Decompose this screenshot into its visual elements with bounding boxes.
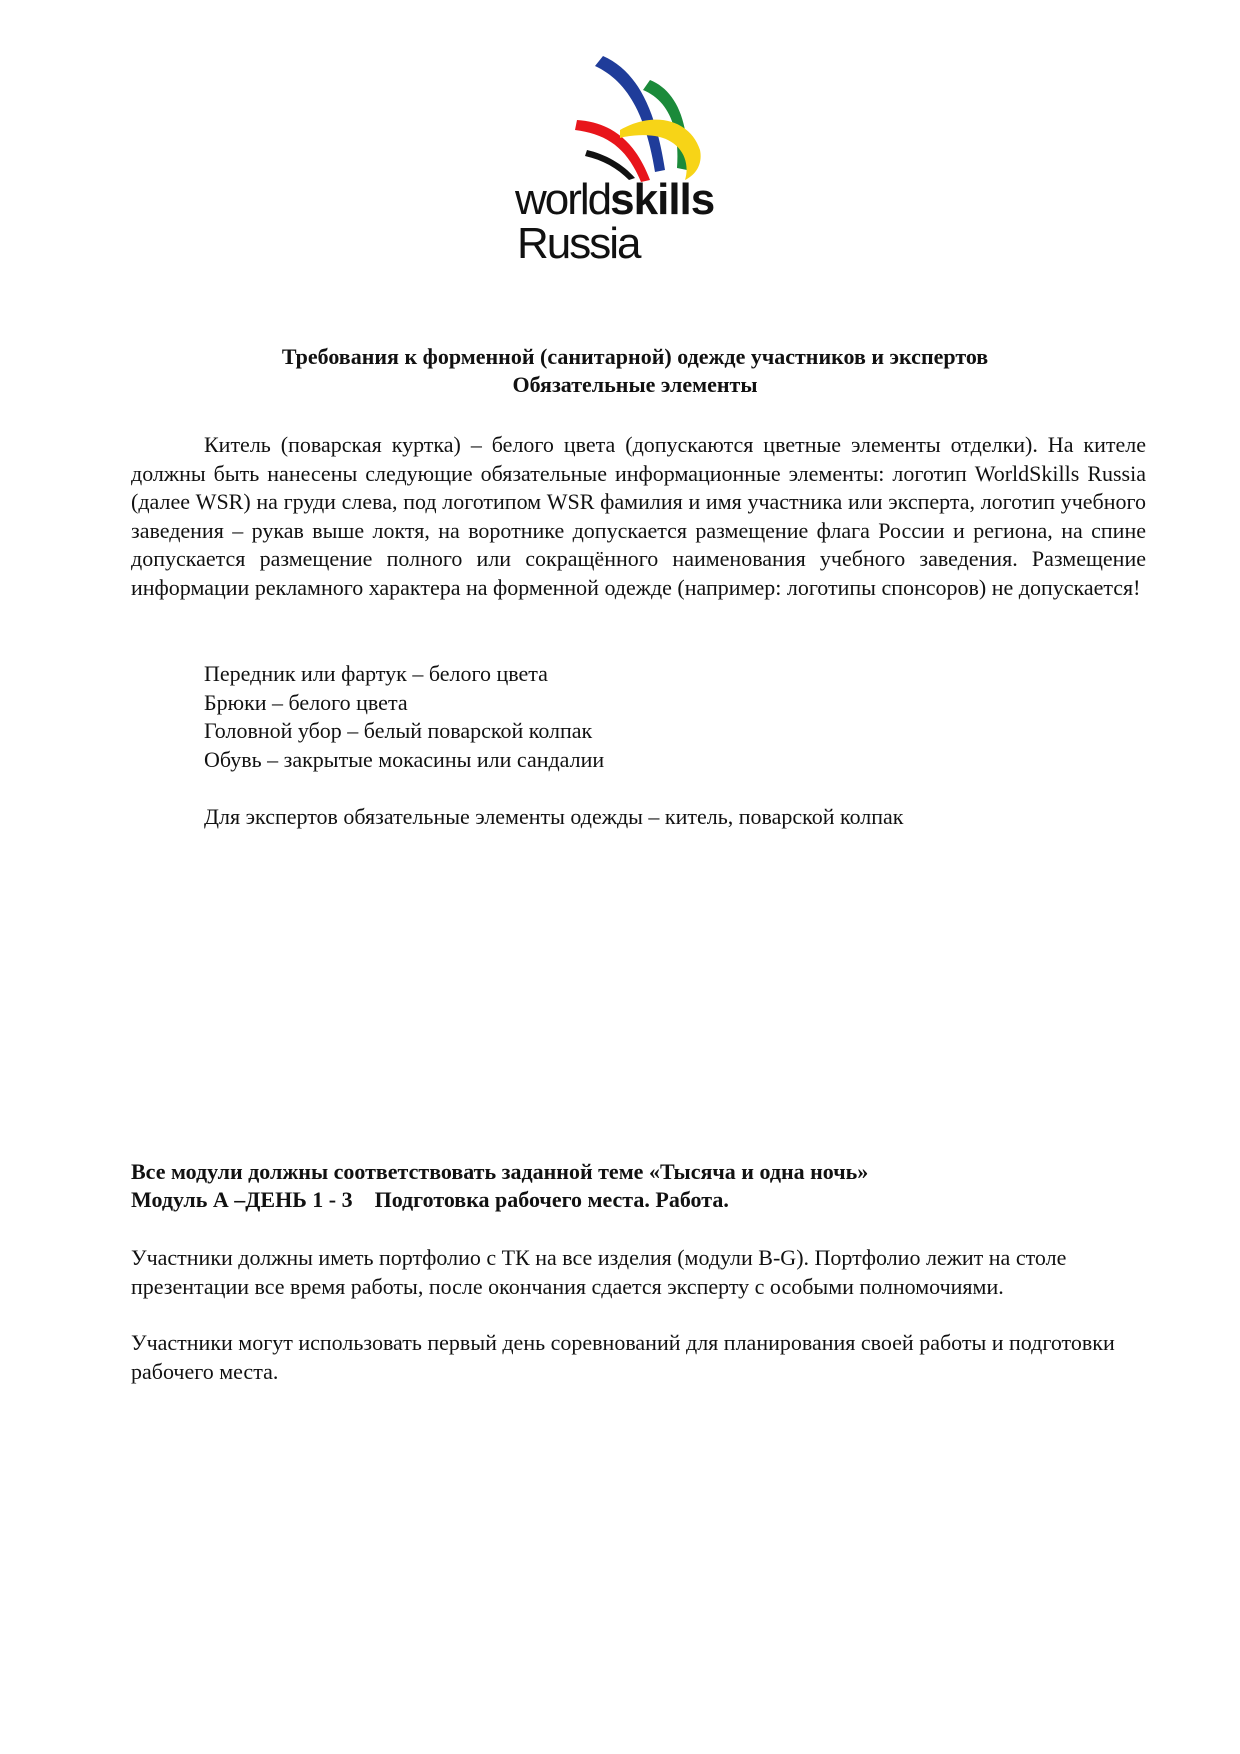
theme-heading: Все модули должны соответствовать заданной теме «Тысяча и одна ночь» [131, 1159, 869, 1184]
logo-russia-text: Russia [517, 219, 640, 268]
experts-note [204, 803, 904, 832]
jacket-requirements-paragraph [131, 431, 1146, 602]
uniform-item: Брюки – белого цвета [204, 689, 408, 715]
requirements-title: Требования к форменной (санитарной) одежде участников и экспертов [281, 344, 989, 369]
worldskills-russia-logo [515, 50, 775, 270]
required-elements-subtitle: Обязательные элементы [512, 372, 758, 397]
planning-paragraph: Участники могут использовать первый день соревнований для планирования своей работы и подготовки рабочего места. [131, 1330, 1115, 1384]
jacket-paragraph-text: Китель (поварская куртка) – белого цвета (допускаются цветные элементы отделки). На кителе должны быть нанесены следующие обязательные информационные элементы: логотип WorldSkills Russia (далее WSR) на груди слева, под логотипом WSR фамилия и имя участника или эксперта, логотип учебного заведения – рукав выше локтя, на воротнике допускается размещение флага России и региона, на спине допускается размещение полного или сокращённого наименования учебного заведения. Размещение информации рекламного характера на форменной одежде (например: логотипы спонсоров) не допускается! [131, 432, 1146, 600]
module-a-heading: Модуль А –ДЕНЬ 1 - 3 Подготовка рабочего места. Работа. [131, 1187, 729, 1212]
logo-swoosh-icon [515, 50, 775, 190]
uniform-item: Передник или фартук – белого цвета [204, 661, 548, 686]
portfolio-paragraph: Участники должны иметь портфолио с ТК на все изделия (модули B-G). Портфолио лежит на столе презентации все время работы, после окончания сдается эксперту с особыми полномочиями. [131, 1245, 1067, 1299]
logo-wordmark: worldskills [515, 175, 715, 224]
uniform-item: Обувь – закрытые мокасины или сандалии [204, 746, 605, 772]
experts-note-text: Для экспертов обязательные элементы одежды – китель, поварской колпак [204, 804, 904, 829]
uniform-items-list [204, 660, 604, 774]
uniform-item: Головной убор – белый поварской колпак [204, 718, 593, 743]
